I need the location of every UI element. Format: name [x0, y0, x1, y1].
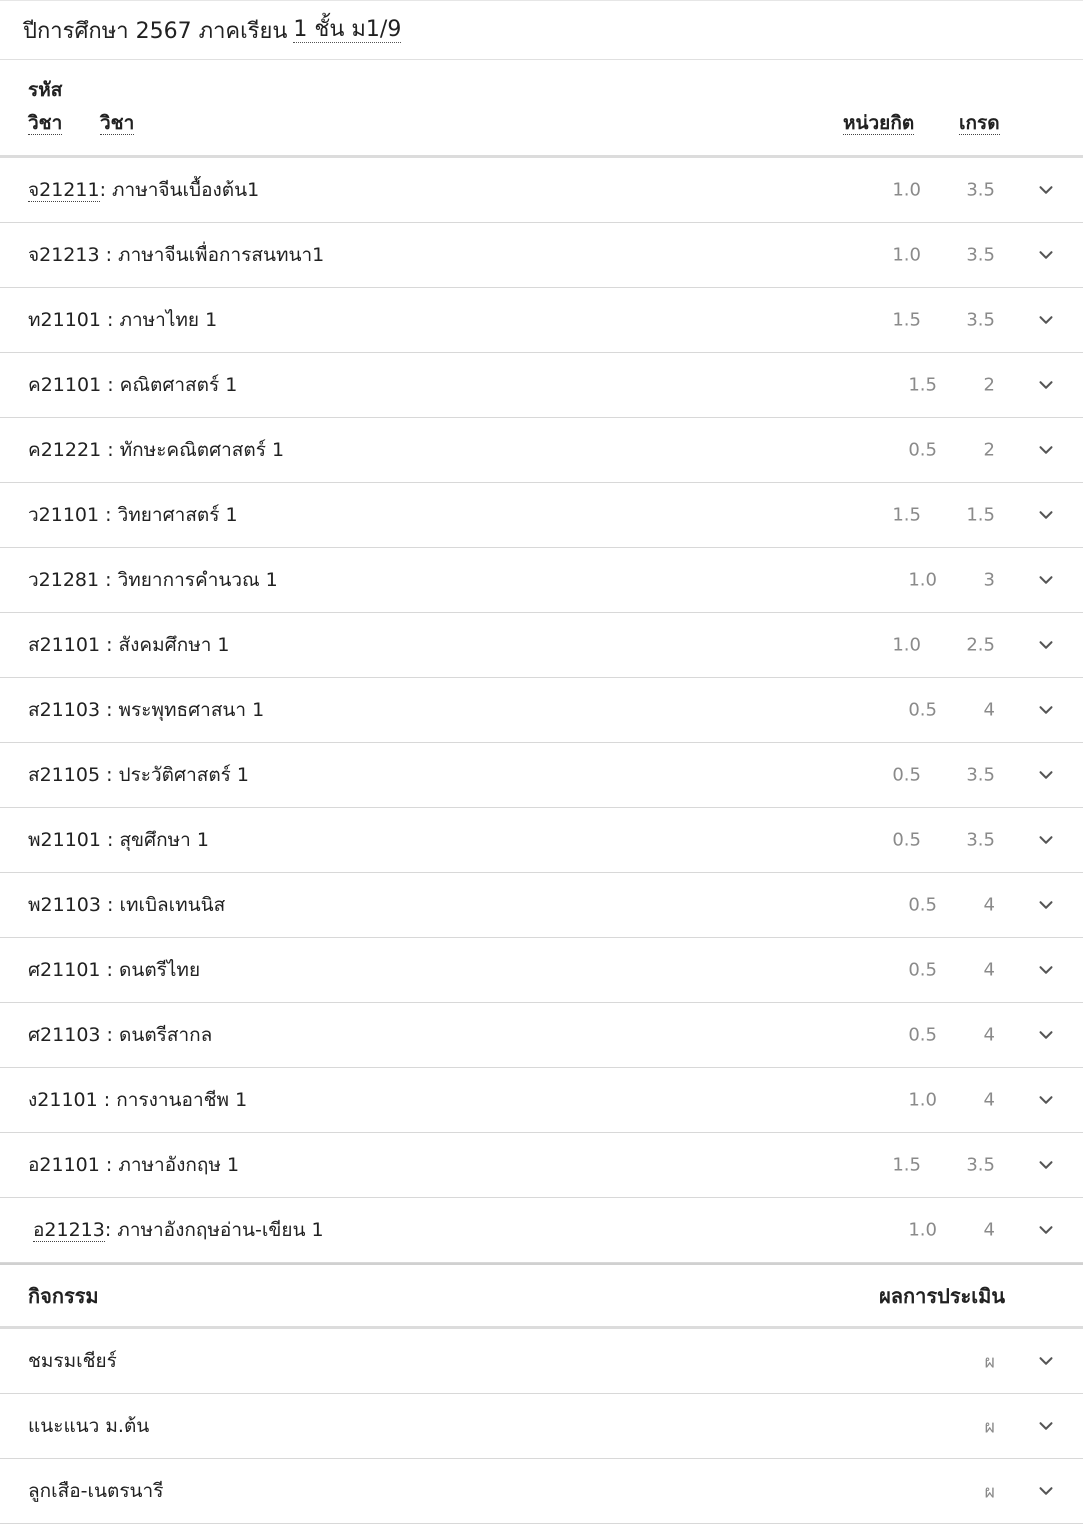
activity-row[interactable] [0, 1394, 1083, 1459]
subject-name [28, 1085, 247, 1115]
subject-grade: 4 [983, 1024, 995, 1046]
subjects-list [0, 158, 1083, 1263]
activity-result: ผ [984, 1351, 995, 1373]
subject-credit: 1.0 [892, 634, 921, 656]
subject-code: ว21101 [28, 504, 100, 526]
subject-credit: 1.0 [908, 1089, 937, 1111]
subject-name [28, 695, 264, 725]
term-selector[interactable] [293, 17, 401, 43]
activities-title: กิจกรรม [28, 1283, 99, 1308]
column-header-result: ผลการประเมิน [879, 1283, 1005, 1308]
subject-row[interactable] [0, 1003, 1083, 1068]
chevron-down-icon[interactable] [1035, 1089, 1057, 1111]
chevron-down-icon[interactable] [1035, 244, 1057, 266]
chevron-down-icon[interactable] [1035, 1415, 1057, 1437]
subject-name [28, 435, 284, 465]
chevron-down-icon[interactable] [1035, 894, 1057, 916]
subject-row[interactable] [0, 1133, 1083, 1198]
chevron-down-icon[interactable] [1035, 699, 1057, 721]
subject-row[interactable] [0, 158, 1083, 223]
activity-name: แนะแนว ม.ต้น [28, 1415, 150, 1437]
subject-row[interactable] [0, 288, 1083, 353]
subject-title: : การงานอาชีพ 1 [97, 1089, 248, 1111]
subject-code: ส21105 [28, 764, 101, 786]
subject-grade: 2 [983, 374, 995, 396]
activity-name: ลูกเสือ-เนตรนารี [28, 1480, 164, 1502]
term-value: 1 [293, 16, 308, 42]
subject-name [28, 370, 237, 400]
activity-row[interactable] [0, 1459, 1083, 1524]
chevron-down-icon[interactable] [1035, 309, 1057, 331]
subject-grade: 1.5 [966, 504, 995, 526]
chevron-down-icon[interactable] [1035, 764, 1057, 786]
chevron-down-icon[interactable] [1035, 1480, 1057, 1502]
class-label: ชั้น [314, 16, 345, 42]
subject-credit: 1.5 [892, 504, 921, 526]
subject-credit: 0.5 [908, 1024, 937, 1046]
chevron-down-icon[interactable] [1035, 1154, 1057, 1176]
subject-name [28, 630, 230, 660]
subject-grade: 4 [983, 959, 995, 981]
subject-row[interactable] [0, 223, 1083, 288]
chevron-down-icon[interactable] [1035, 439, 1057, 461]
subject-code: ท21101 [28, 309, 101, 331]
subject-row[interactable] [0, 548, 1083, 613]
chevron-down-icon[interactable] [1035, 829, 1057, 851]
subject-title: : เทเบิลเทนนิส [100, 894, 226, 916]
subject-title: : ภาษาไทย 1 [100, 309, 218, 331]
subject-title: : สุขศึกษา 1 [100, 829, 209, 851]
subject-grade: 3.5 [966, 829, 995, 851]
subject-code: ค21101 [28, 374, 102, 396]
subject-code: ส21101 [28, 634, 101, 656]
subject-title: : ภาษาอังกฤษอ่าน-เขียน 1 [104, 1219, 324, 1241]
subject-name [28, 565, 278, 595]
subject-row[interactable] [0, 873, 1083, 938]
chevron-down-icon[interactable] [1035, 1024, 1057, 1046]
column-header-grade[interactable]: เกรด [959, 112, 1000, 134]
subject-row[interactable] [0, 613, 1083, 678]
subject-grade: 4 [983, 894, 995, 916]
subject-grade: 2 [983, 439, 995, 461]
subject-grade: 3.5 [966, 309, 995, 331]
class-value: ม1/9 [351, 16, 402, 42]
term-header [0, 0, 1083, 60]
subject-code: อ21101 [28, 1154, 100, 1176]
subject-code: ส21103 [28, 699, 101, 721]
subject-credit: 0.5 [908, 894, 937, 916]
subject-row[interactable] [0, 938, 1083, 1003]
subject-code: ค21221 [28, 439, 102, 461]
subject-grade: 3.5 [966, 1154, 995, 1176]
activities-list [0, 1329, 1083, 1524]
subject-grade: 2.5 [966, 634, 995, 656]
chevron-down-icon[interactable] [1035, 634, 1057, 656]
subject-name [28, 890, 225, 920]
chevron-down-icon[interactable] [1035, 1350, 1057, 1372]
subject-credit: 1.5 [892, 309, 921, 331]
subject-title: : ภาษาจีนเบื้องต้น1 [99, 179, 260, 201]
activity-row[interactable] [0, 1329, 1083, 1394]
column-header-code-top[interactable]: รหัส [28, 79, 63, 101]
subject-credit: 0.5 [892, 764, 921, 786]
column-header-credit[interactable]: หน่วยกิต [843, 112, 915, 134]
subject-code: พ21103 [28, 894, 101, 916]
subject-row[interactable] [0, 418, 1083, 483]
chevron-down-icon[interactable] [1035, 179, 1057, 201]
subject-row[interactable] [0, 1068, 1083, 1133]
activity-name: ชมรมเชียร์ [28, 1350, 117, 1372]
subject-row[interactable] [0, 1198, 1083, 1263]
subject-row[interactable] [0, 353, 1083, 418]
subject-credit: 1.5 [892, 1154, 921, 1176]
subject-grade: 3 [983, 569, 995, 591]
chevron-down-icon[interactable] [1035, 374, 1057, 396]
subject-code: อ21213 [33, 1219, 105, 1241]
subject-credit: 1.5 [908, 374, 937, 396]
subject-title: : ประวัติศาสตร์ 1 [100, 764, 250, 786]
activity-result: ผ [984, 1481, 995, 1503]
subject-credit: 0.5 [892, 829, 921, 851]
subject-title: : ดนตรีสากล [100, 1024, 213, 1046]
subject-code: จ21213 [28, 244, 100, 266]
subject-code: พ21101 [28, 829, 101, 851]
subject-name [28, 500, 238, 530]
chevron-down-icon[interactable] [1035, 569, 1057, 591]
subject-name [28, 175, 259, 205]
academic-year-label: ปีการศึกษา 2567 ภาคเรียน [23, 18, 288, 44]
subject-name [28, 1020, 212, 1050]
subject-row[interactable] [0, 678, 1083, 743]
subject-name [28, 240, 324, 270]
subject-credit: 0.5 [908, 699, 937, 721]
subject-row[interactable] [0, 808, 1083, 873]
subject-grade: 3.5 [966, 244, 995, 266]
subject-title: : ดนตรีไทย [100, 959, 201, 981]
subject-credit: 1.0 [908, 1219, 937, 1241]
subject-credit: 1.0 [892, 244, 921, 266]
subject-code: ศ21103 [28, 1024, 101, 1046]
subject-title: : วิทยาศาสตร์ 1 [99, 504, 238, 526]
subject-title: : วิทยาการคำนวณ 1 [99, 569, 278, 591]
subject-code: จ21211 [28, 179, 100, 201]
subject-row[interactable] [0, 483, 1083, 548]
subject-credit: 0.5 [908, 439, 937, 461]
chevron-down-icon[interactable] [1035, 504, 1057, 526]
column-header-subject[interactable]: วิชา [100, 112, 135, 134]
subject-title: : ทักษะคณิตศาสตร์ 1 [101, 439, 285, 461]
subjects-table-header [0, 60, 1083, 158]
chevron-down-icon[interactable] [1035, 1219, 1057, 1241]
subject-code: ศ21101 [28, 959, 101, 981]
subject-name [28, 955, 200, 985]
subject-name [28, 305, 217, 335]
subject-title: : สังคมศึกษา 1 [100, 634, 230, 656]
activities-table-header [0, 1263, 1083, 1329]
activity-result: ผ [984, 1416, 995, 1438]
subject-credit: 0.5 [908, 959, 937, 981]
subject-name [28, 760, 249, 790]
subject-credit: 1.0 [892, 179, 921, 201]
subject-grade: 3.5 [966, 179, 995, 201]
subject-row[interactable] [0, 743, 1083, 808]
subject-title: : คณิตศาสตร์ 1 [101, 374, 238, 396]
subject-name [33, 1215, 324, 1245]
subject-grade: 4 [983, 1219, 995, 1241]
chevron-down-icon[interactable] [1035, 959, 1057, 981]
subject-title: : ภาษาอังกฤษ 1 [99, 1154, 240, 1176]
subject-code: ว21281 [28, 569, 100, 591]
subject-grade: 4 [983, 1089, 995, 1111]
subject-credit: 1.0 [908, 569, 937, 591]
subject-name [28, 825, 209, 855]
subject-grade: 3.5 [966, 764, 995, 786]
column-header-code[interactable]: วิชา [28, 112, 63, 134]
subject-name [28, 1150, 239, 1180]
subject-title: : พระพุทธศาสนา 1 [100, 699, 265, 721]
subject-code: ง21101 [28, 1089, 98, 1111]
subject-title: : ภาษาจีนเพื่อการสนทนา1 [99, 244, 325, 266]
subject-grade: 4 [983, 699, 995, 721]
